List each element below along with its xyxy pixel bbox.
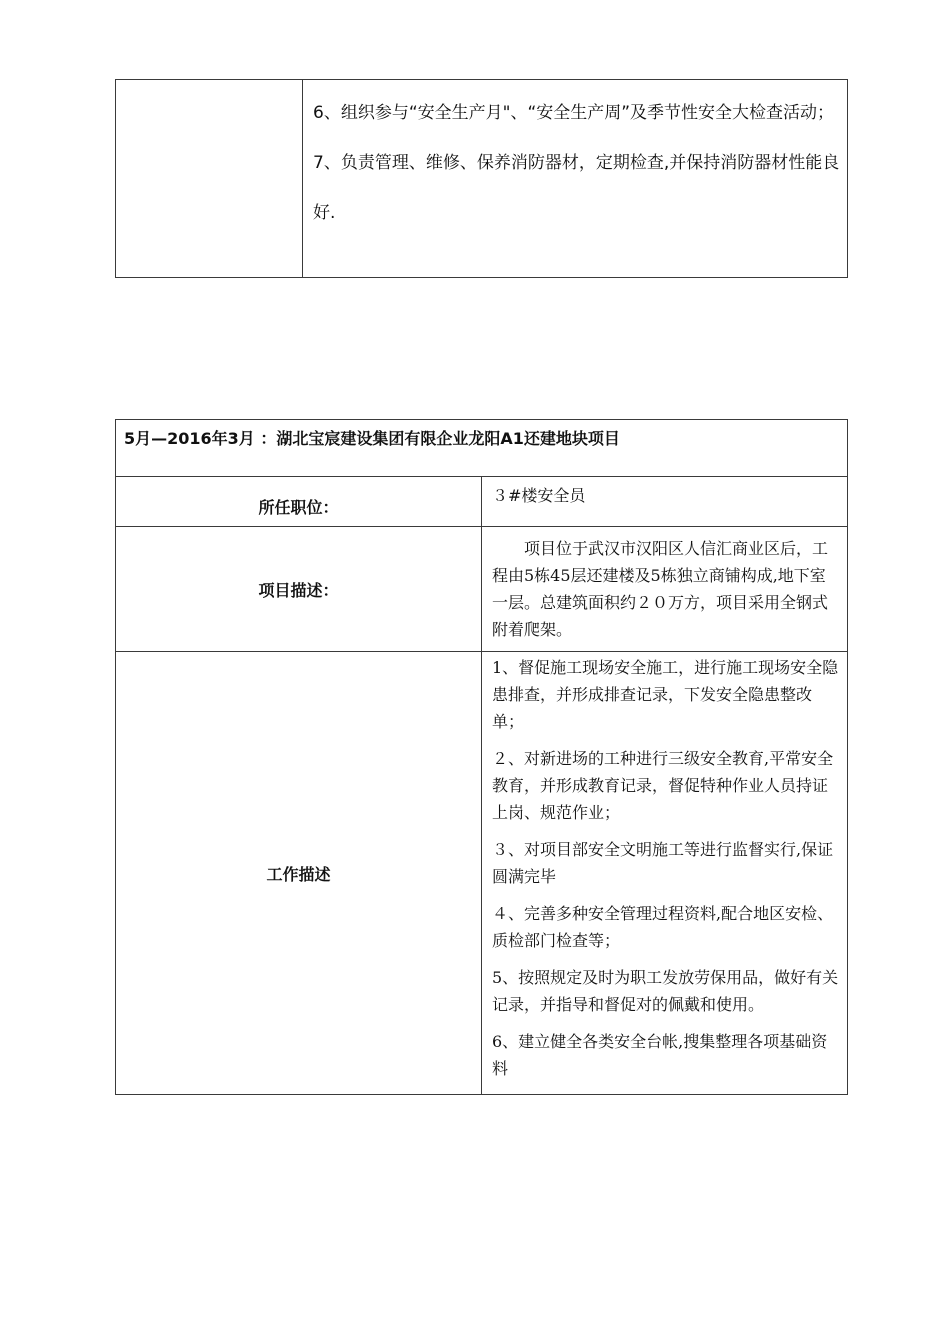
project-label: 项目描述：	[116, 527, 482, 652]
project-text: 项目位于武汉市汉阳区人信汇商业区后，工程由5栋45层还建楼及5栋独立商铺构成,地下室一层。总建筑面积约２０万方，项目采用全钢式附着爬架。	[492, 539, 829, 639]
duties-cell	[303, 80, 848, 278]
table-row	[116, 80, 848, 278]
list-item: ３、对项目部安全文明施工等进行监督实行,保证圆满完毕	[492, 840, 834, 886]
list-item: 5、按照规定及时为职工发放劳保用品，做好有关记录，并指导和督促对的佩戴和使用。	[492, 968, 839, 1014]
duties-table-continued	[115, 79, 848, 278]
empty-label-cell	[116, 80, 303, 278]
position-value: ３#楼安全员	[482, 477, 848, 527]
list-item: ４、完善多种安全管理过程资料,配合地区安检、质检部门检查等；	[492, 904, 834, 950]
table-row	[116, 527, 848, 652]
work-label: 工作描述	[116, 652, 482, 1095]
work-description	[482, 652, 848, 1095]
experience-header: 5月—2016年3月 ：湖北宝宸建设集团有限企业龙阳A1还建地块项目	[116, 420, 848, 477]
table-row	[116, 477, 848, 527]
list-item: 1、督促施工现场安全施工，进行施工现场安全隐患排查，并形成排查记录，下发安全隐患整改单；	[492, 658, 839, 731]
experience-table	[115, 419, 848, 1095]
project-description	[482, 527, 848, 652]
table-row	[116, 652, 848, 1095]
list-item: 7、负责管理、维修、保养消防器材，定期检查,并保持消防器材性能良好.	[313, 153, 840, 223]
list-item: 6、建立健全各类安全台帐,搜集整理各项基础资料	[492, 1032, 828, 1078]
table-row	[116, 420, 848, 477]
position-label: 所任职位：	[116, 477, 482, 527]
list-item: 6、组织参与“安全生产月"、“安全生产周”及季节性安全大检查活动；	[313, 103, 835, 123]
list-item: ２、对新进场的工种进行三级安全教育,平常安全教育，并形成教育记录，督促特种作业人员持证上岗、规范作业；	[492, 749, 834, 822]
